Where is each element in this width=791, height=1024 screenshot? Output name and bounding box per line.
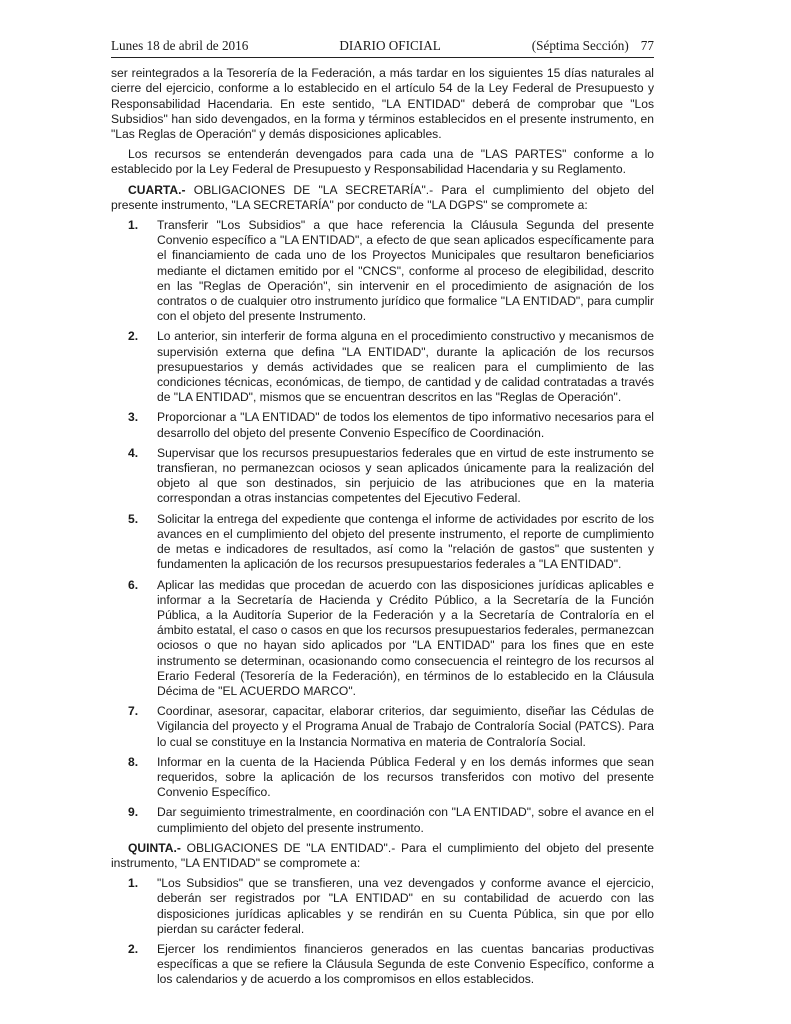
header-right	[532, 38, 654, 53]
item-text: Coordinar, asesorar, capacitar, elaborar criterios, dar seguimiento, diseñar las Cédulas de Vigilancia del proyecto y el Programa Anual de Trabajo de Contraloría Social (PATCS). Para lo cual se constituye en la Instancia Normativa en materia de Contraloría Social.	[157, 704, 654, 749]
document-page	[111, 38, 654, 993]
list-item	[111, 805, 654, 835]
list-item	[111, 446, 654, 507]
header-page-number: 77	[640, 38, 654, 53]
intro-paragraph-1: ser reintegrados a la Tesorería de la Federación, a más tardar en los siguientes 15 días naturales al cierre del ejercicio, conforme a lo establecido en el artículo 54 de la Ley Federal de Presupuesto y Responsabilidad Hacendaria. En este sentido, "LA ENTIDAD" deberá de comprobar que "Los Subsidios" han sido devengados, en la forma y términos establecidos en el presente instrumento, en "Las Reglas de Operación" y demás disposiciones aplicables.	[111, 66, 654, 142]
item-text: Lo anterior, sin interferir de forma alguna en el procedimiento constructivo y mecanismos de supervisión externa que defina "LA ENTIDAD", durante la aplicación de los recursos presupuestarios y demás actividades que se realicen para el cumplimiento de las condiciones técnicas, económicas, de tiempo, de cantidad y de calidad contratadas a través de "LA ENTIDAD", mismos que se encuentran descritos en las "Reglas de Operación".	[157, 329, 654, 405]
item-text: Supervisar que los recursos presupuestarios federales que en virtud de este instrumento se transfieran, no permanezcan ociosos y sean aplicados únicamente para la realización del objeto al que son destinados, sin perjuicio de las atribuciones que en la materia correspondan a otras instancias competentes del Ejecutivo Federal.	[157, 445, 654, 506]
page-header	[111, 38, 654, 58]
item-text: Transferir "Los Subsidios" a que hace referencia la Cláusula Segunda del presente Convenio específico a "LA ENTIDAD", a efecto de que sean aplicados específicamente para el financiamiento de cada uno de los Proyectos Municipales que resultaron beneficiarios mediante el dictamen emitido por el "CNCS", conforme al proceso de elegibilidad, descrito en las "Reglas de Operación", sin intervenir en el procedimiento de asignación de los contratos o de cualquier otro instrumento jurídico que formalice "LA ENTIDAD", para cumplir con el objeto del presente Instrumento.	[157, 218, 654, 324]
clause-quinta	[111, 841, 654, 871]
item-number: 3.	[128, 410, 139, 425]
item-number: 7.	[128, 704, 139, 719]
item-number: 5.	[128, 511, 139, 526]
clause-quinta-label: QUINTA.-	[128, 840, 181, 855]
item-text: Ejercer los rendimientos financieros generados en las cuentas bancarias productivas específicas a que se refiere la Cláusula Segunda de este Convenio Específico, conforme a los calendarios y de acuerdo a los compromisos en ellos establecidos.	[157, 941, 654, 987]
list-item	[111, 410, 654, 440]
item-number: 9.	[128, 805, 139, 820]
list-item	[111, 755, 654, 801]
item-text: Solicitar la entrega del expediente que contenga el informe de actividades por escrito de los avances en el cumplimiento del objeto del presente instrumento, el reporte de cumplimiento de metas e indicadores de resultados, así como la "relación de gastos" que sustenten y fundamenten la aplicación de los recursos presupuestarios federales a "LA ENTIDAD".	[157, 511, 654, 572]
list-item	[111, 876, 654, 937]
clause-cuarta-text: OBLIGACIONES DE "LA SECRETARÍA".- Para el cumplimiento del objeto del presente instrumento, "LA SECRETARÍA" por conducto de "LA DGPS" se compromete a:	[111, 182, 654, 212]
intro-paragraph-2: Los recursos se entenderán devengados para cada una de "LAS PARTES" conforme a lo establecido por la Ley Federal de Presupuesto y Responsabilidad Hacendaria y su Reglamento.	[111, 147, 654, 177]
list-item	[111, 942, 654, 988]
item-number: 4.	[128, 445, 139, 460]
item-number: 1.	[128, 218, 139, 233]
list-item	[111, 704, 654, 750]
item-text: Proporcionar a "LA ENTIDAD" de todos los elementos de tipo informativo necesarios para el desarrollo del objeto del presente Convenio Específico de Coordinación.	[157, 410, 654, 440]
item-number: 2.	[128, 329, 139, 344]
item-text: Dar seguimiento trimestralmente, en coordinación con "LA ENTIDAD", sobre el avance en el cumplimiento del objeto del presente instrumento.	[157, 805, 654, 835]
clause-quinta-text: OBLIGACIONES DE "LA ENTIDAD".- Para el cumplimiento del objeto del presente instrumento, "LA ENTIDAD" se compromete a:	[111, 840, 654, 870]
clause-cuarta	[111, 183, 654, 213]
item-number: 2.	[128, 941, 139, 956]
list-item	[111, 218, 654, 324]
clause-cuarta-label: CUARTA.-	[128, 182, 186, 197]
header-section: (Séptima Sección)	[531, 38, 629, 53]
header-date: Lunes 18 de abril de 2016	[111, 38, 249, 53]
item-number: 6.	[128, 577, 139, 592]
cuarta-list	[111, 218, 654, 836]
quinta-list	[111, 876, 654, 987]
item-number: 8.	[128, 754, 139, 769]
item-number: 1.	[128, 876, 139, 891]
item-text: Informar en la cuenta de la Hacienda Pública Federal y en los demás informes que sean requeridos, sobre la aplicación de los recursos transferidos con motivo del presente Convenio Específico.	[157, 754, 654, 800]
list-item	[111, 512, 654, 573]
list-item	[111, 578, 654, 700]
header-title: DIARIO OFICIAL	[339, 38, 441, 53]
item-text: "Los Subsidios" que se transfieren, una vez devengados y conforme avance el ejercicio, deberán ser registrados por "LA ENTIDAD" en su contabilidad de acuerdo con las disposiciones jurídicas aplicables y se rendirán en su Cuenta Pública, sin que por ello pierdan su carácter federal.	[157, 876, 654, 936]
item-text: Aplicar las medidas que procedan de acuerdo con las disposiciones jurídicas aplicables e informar a la Secretaría de Hacienda y Crédito Público, a la Secretaría de la Función Pública, a la Auditoría Superior de la Federación y a la Secretaría de Contraloría en el ámbito estatal, el caso o casos en que los recursos presupuestarios federales, permanezcan ociosos o que no hayan sido aplicados por "LA ENTIDAD" para los fines que en este instrumento se determinan, ocasionando como consecuencia el reintegro de los recursos al Erario Federal (Tesorería de la Federación), en términos de lo establecido en la Cláusula Décima de "EL ACUERDO MARCO".	[157, 577, 654, 698]
list-item	[111, 329, 654, 405]
